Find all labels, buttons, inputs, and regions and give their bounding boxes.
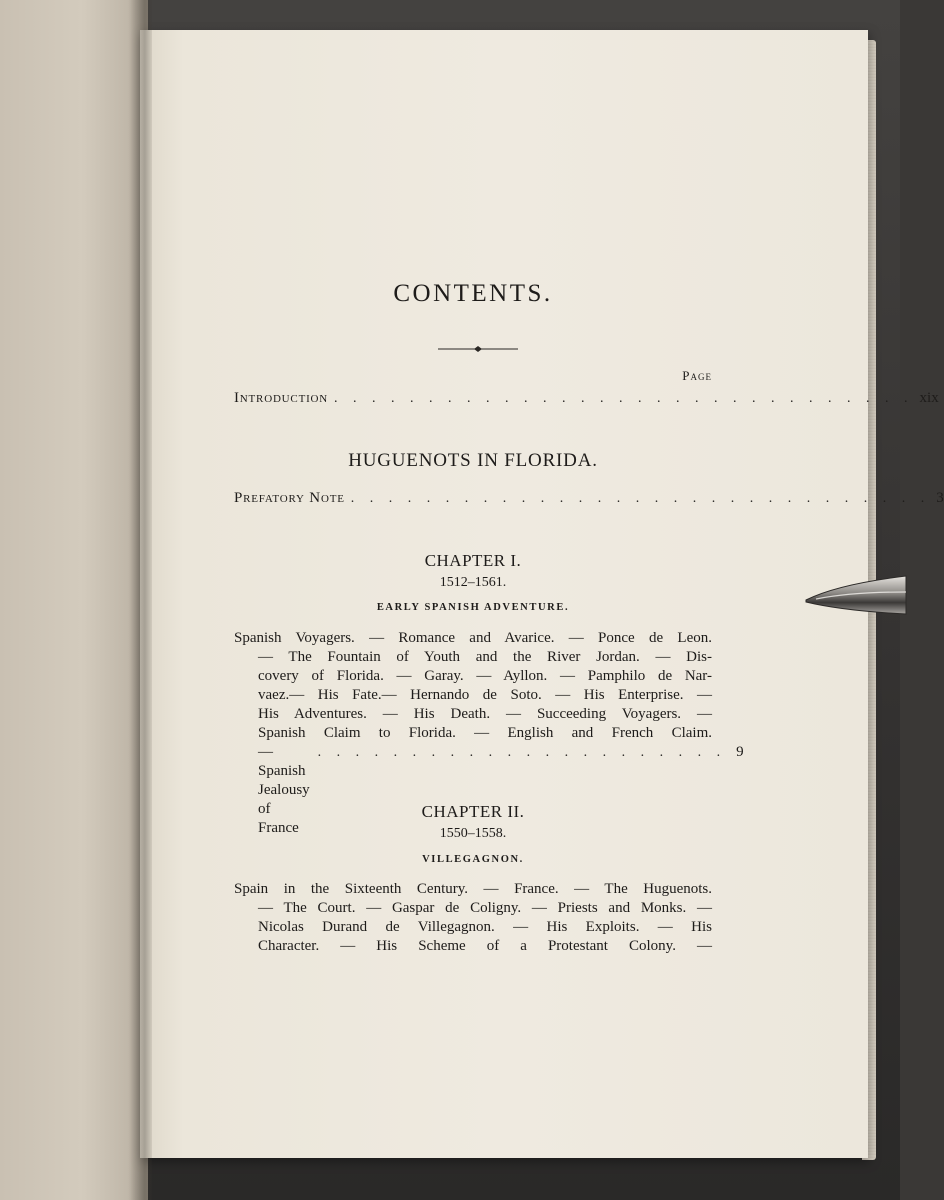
leader-dots: . . . . . . . . . . . . . . . . . . . . . . . . . . . . . . . <box>334 391 914 406</box>
summary-line: Nicolas Durand de Villegagnon. — His Exploits. — His <box>258 919 712 935</box>
leader-dots: . . . . . . . . . . . . . . . . . . . . . . . . . . . . . . . <box>350 491 931 506</box>
summary-line: Spanish Voyagers. — Romance and Avarice. — Ponce de Leon. <box>234 630 712 646</box>
toc-entry-page: 3 <box>936 490 944 506</box>
chapter-2-title: CHAPTER II. <box>421 802 525 821</box>
facing-page <box>0 0 148 1200</box>
chapter-1-years: 1512–1561. <box>439 575 507 590</box>
summary-line: — The Fountain of Youth and the River Jordan. — Dis- <box>258 649 712 665</box>
toc-entry-prefatory-note[interactable] <box>234 490 944 510</box>
chapter-1-title: CHAPTER I. <box>424 551 522 570</box>
toc-entry-label: Introduction <box>234 390 329 406</box>
summary-line: — The Court. — Gaspar de Coligny. — Priests and Monks. — <box>258 900 712 916</box>
contents-page <box>140 30 944 1158</box>
chapter-1-subject: EARLY SPANISH ADVENTURE. <box>376 602 570 613</box>
summary-last-line <box>234 743 744 838</box>
leader-dots: . . . . . . . . . . . . . . . . . . . . . . <box>317 745 727 760</box>
summary-line: — Spanish Jealousy of France <box>258 744 310 836</box>
summary-line: covery of Florida. — Garay. — Ayllon. — Pamphilo de Nar- <box>258 668 712 684</box>
chapter-2-summary[interactable] <box>234 880 712 956</box>
chapter-2-years: 1550–1558. <box>439 826 507 841</box>
pen-tip-icon <box>806 572 906 618</box>
summary-line: Character. — His Scheme of a Protestant Colony. — <box>258 938 712 954</box>
part-title: HUGUENOTS IN FLORIDA. <box>348 450 598 471</box>
chapter-2-subject: VILLEGAGNON. <box>422 854 524 865</box>
ornament-divider-icon <box>438 343 518 355</box>
toc-entry-page: xix <box>919 390 939 406</box>
toc-entry-introduction[interactable] <box>234 390 939 410</box>
gutter-shadow <box>128 0 152 1200</box>
toc-entry-label: Prefatory Note <box>234 490 345 506</box>
page-column-heading: Page <box>682 368 712 383</box>
summary-line: Spanish Claim to Florida. — English and French Claim. <box>258 725 712 741</box>
summary-line: His Adventures. — His Death. — Succeeding Voyagers. — <box>258 706 712 722</box>
summary-line: vaez.— His Fate.— Hernando de Soto. — His Enterprise. — <box>258 687 712 703</box>
page-title: CONTENTS. <box>393 280 553 307</box>
summary-line: Spain in the Sixteenth Century. — France. — The Huguenots. <box>234 881 712 897</box>
chapter-1-page: 9 <box>736 744 744 760</box>
